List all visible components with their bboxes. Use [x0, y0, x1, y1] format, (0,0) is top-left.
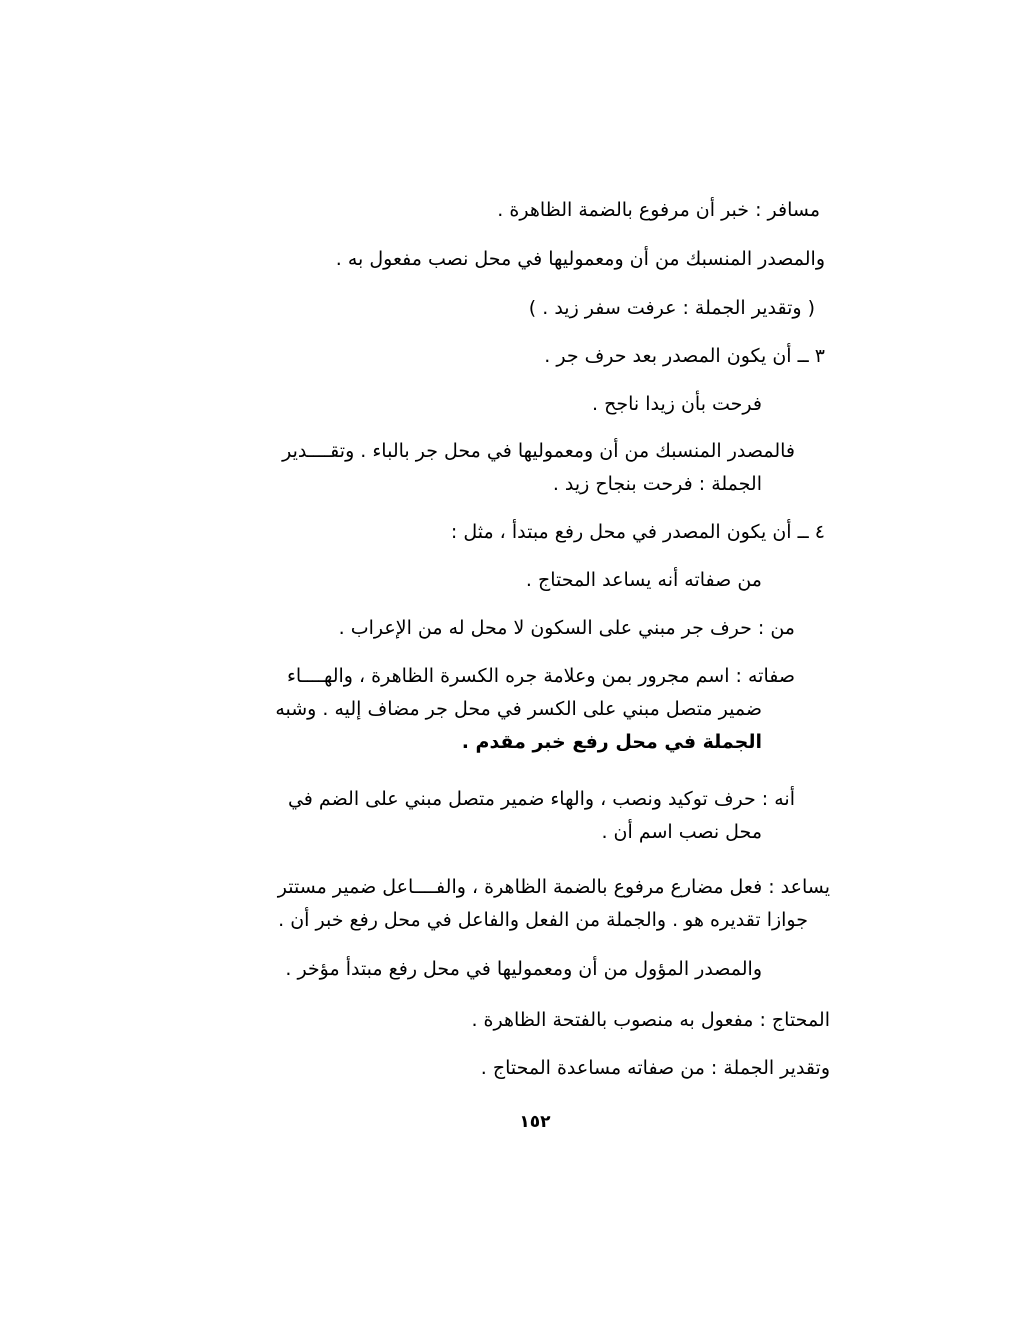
- text-line-12: ضمير متصل مبني على الكسر في محل جر مضاف إليه . وشبه: [275, 698, 762, 720]
- text-line-1: مسافر : خبر أن مرفوع بالضمة الظاهرة .: [497, 199, 820, 221]
- text-line-16: يساعد : فعل مضارع مرفوع بالضمة الظاهرة ، والفــــاعل ضمير مستتر: [277, 876, 830, 898]
- text-line-2: والمصدر المنسبك من أن ومعموليها في محل نصب مفعول به .: [335, 248, 825, 270]
- text-line-17: جوازا تقديره هو . والجملة من الفعل والفاعل في محل رفع خبر أن .: [278, 909, 808, 931]
- text-line-8: ٤ ــ أن يكون المصدر في محل رفع مبتدأ ، مثل :: [450, 521, 825, 543]
- text-line-14: أنه : حرف توكيد ونصب ، والهاء ضمير متصل مبني على الضم في: [287, 788, 795, 810]
- text-line-20: وتقدير الجملة : من صفاته مساعدة المحتاج .: [480, 1057, 830, 1079]
- text-line-6: فالمصدر المنسبك من أن ومعموليها في محل جر بالباء . وتقــــدير: [282, 440, 795, 462]
- text-line-3: ( وتقدير الجملة : عرفت سفر زيد . ): [528, 297, 815, 319]
- text-line-4: ٣ ــ أن يكون المصدر بعد حرف جر .: [544, 345, 825, 367]
- page-number: ١٥٢: [519, 1112, 551, 1132]
- text-line-15: محل نصب اسم أن .: [601, 821, 762, 843]
- text-line-18: والمصدر المؤول من أن ومعموليها في محل رفع مبتدأ مؤخر .: [285, 958, 762, 980]
- text-line-5: فرحت بأن زيدا ناجح .: [592, 393, 762, 415]
- text-line-10: من : حرف جر مبني على السكون لا محل له من الإعراب .: [338, 617, 795, 639]
- text-line-11: صفاته : اسم مجرور بمن وعلامة جره الكسرة الظاهرة ، والهــــاء: [286, 665, 795, 687]
- text-line-7: الجملة : فرحت بنجاح زيد .: [552, 473, 762, 495]
- text-line-19: المحتاج : مفعول به منصوب بالفتحة الظاهرة .: [471, 1009, 830, 1031]
- text-line-13: الجملة في محل رفع خبر مقدم .: [461, 731, 762, 753]
- text-line-9: من صفاته أنه يساعد المحتاج .: [525, 569, 762, 591]
